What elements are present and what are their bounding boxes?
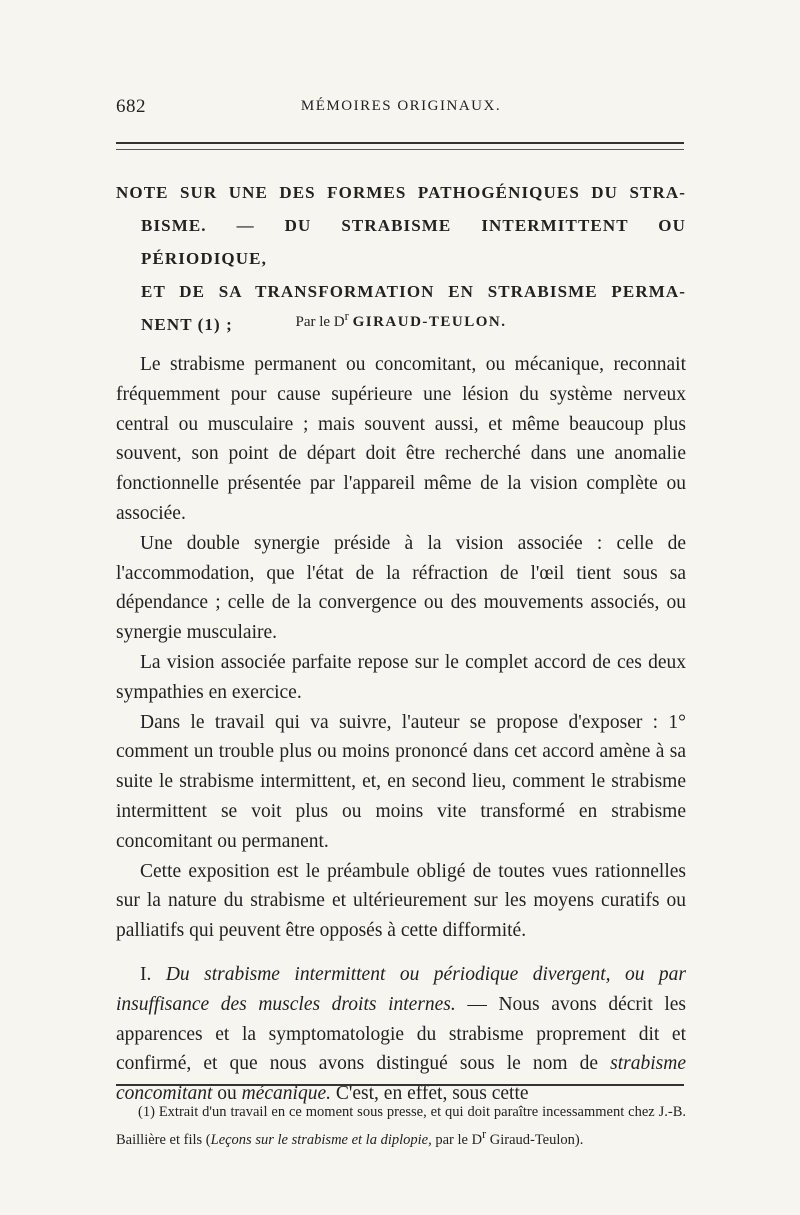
title-line: BISME. — DU STRABISME INTERMITTENT OU PÉRIODIQUE, <box>141 216 686 268</box>
author-name: GIRAUD-TEULON. <box>352 314 507 330</box>
footnote-rule <box>116 1084 684 1086</box>
section-text: — Nous avons décrit les apparences et la symptomatologie du strabisme proprement dit et confirmé, et que nous avons distingué sous le nom de <box>116 993 686 1075</box>
header-rule <box>116 142 684 150</box>
term-italic: mécanique. <box>241 1083 331 1105</box>
footnote-text: Giraud-Teulon). <box>486 1131 584 1148</box>
page-number: 682 <box>116 96 146 117</box>
footnote-sup: r <box>482 1127 487 1141</box>
paragraph: Une double synergie préside à la vision associée : celle de l'accommodation, que l'état de la réfraction de l'œil tient sous sa dépendance ; celle de la convergence ou des mouvements associés, ou synergie musculaire. <box>116 532 686 644</box>
term-italic: strabisme concomitant <box>116 1053 686 1105</box>
page-header <box>116 96 686 122</box>
section-text: C'est, en effet, sous cette <box>331 1083 529 1105</box>
footnote-text: (1) Extrait d'un travail en ce moment sous presse, et qui doit paraître incessamment chez J.-B. Baillière et fils ( <box>116 1104 686 1148</box>
title-line: NOTE SUR UNE DES FORMES PATHOGÉNIQUES DU STRA- <box>116 183 686 202</box>
paragraph: Le strabisme permanent ou concomitant, ou mécanique, reconnait fréquemment pour cause supérieure une lésion du système nerveux central ou musculaire ; mais souvent aussi, et même beaucoup plus souvent, son point de départ doit être recherché dans une anomalie fonctionnelle présentée par l'appareil même de la vision complète ou associée. <box>116 354 686 524</box>
section-paragraph <box>116 960 686 1109</box>
paragraph: Dans le travail qui va suivre, l'auteur se propose d'exposer : 1° comment un trouble plus ou moins prononcé dans cet accord amène à sa suite le strabisme intermittent, et, en second lieu, comment le strabisme intermittent se voit plus ou moins vite transformé en strabisme concomitant ou permanent. <box>116 711 686 852</box>
footnote <box>116 1101 686 1151</box>
title-line: NENT (1) ; <box>141 315 233 334</box>
paragraph: La vision associée parfaite repose sur le complet accord de ces deux sympathies en exercice. <box>116 651 686 703</box>
footnote-citation: Leçons sur le strabisme et la diplopie, <box>210 1131 432 1148</box>
article-body <box>116 350 686 1109</box>
running-head: MÉMOIRES ORIGINAUX. <box>300 98 502 114</box>
paragraph: Cette exposition est le préambule obligé de toutes vues rationnelles sur la nature du strabisme et ultérieurement sur les moyens curatifs ou palliatifs qui peuvent être opposés à cette difformité. <box>116 860 686 942</box>
byline-sup: r <box>344 309 349 323</box>
section-heading: Du strabisme intermittent ou périodique divergent, ou par insuffisance des muscles droits internes. <box>116 963 686 1015</box>
byline <box>116 309 686 331</box>
section-text: ou <box>212 1083 242 1105</box>
title-line: ET DE SA TRANSFORMATION EN STRABISME PERMA- <box>141 282 686 301</box>
section-number: I. <box>140 963 152 985</box>
byline-prefix: Par le D <box>295 314 345 330</box>
footnote-text: par le D <box>431 1131 483 1148</box>
